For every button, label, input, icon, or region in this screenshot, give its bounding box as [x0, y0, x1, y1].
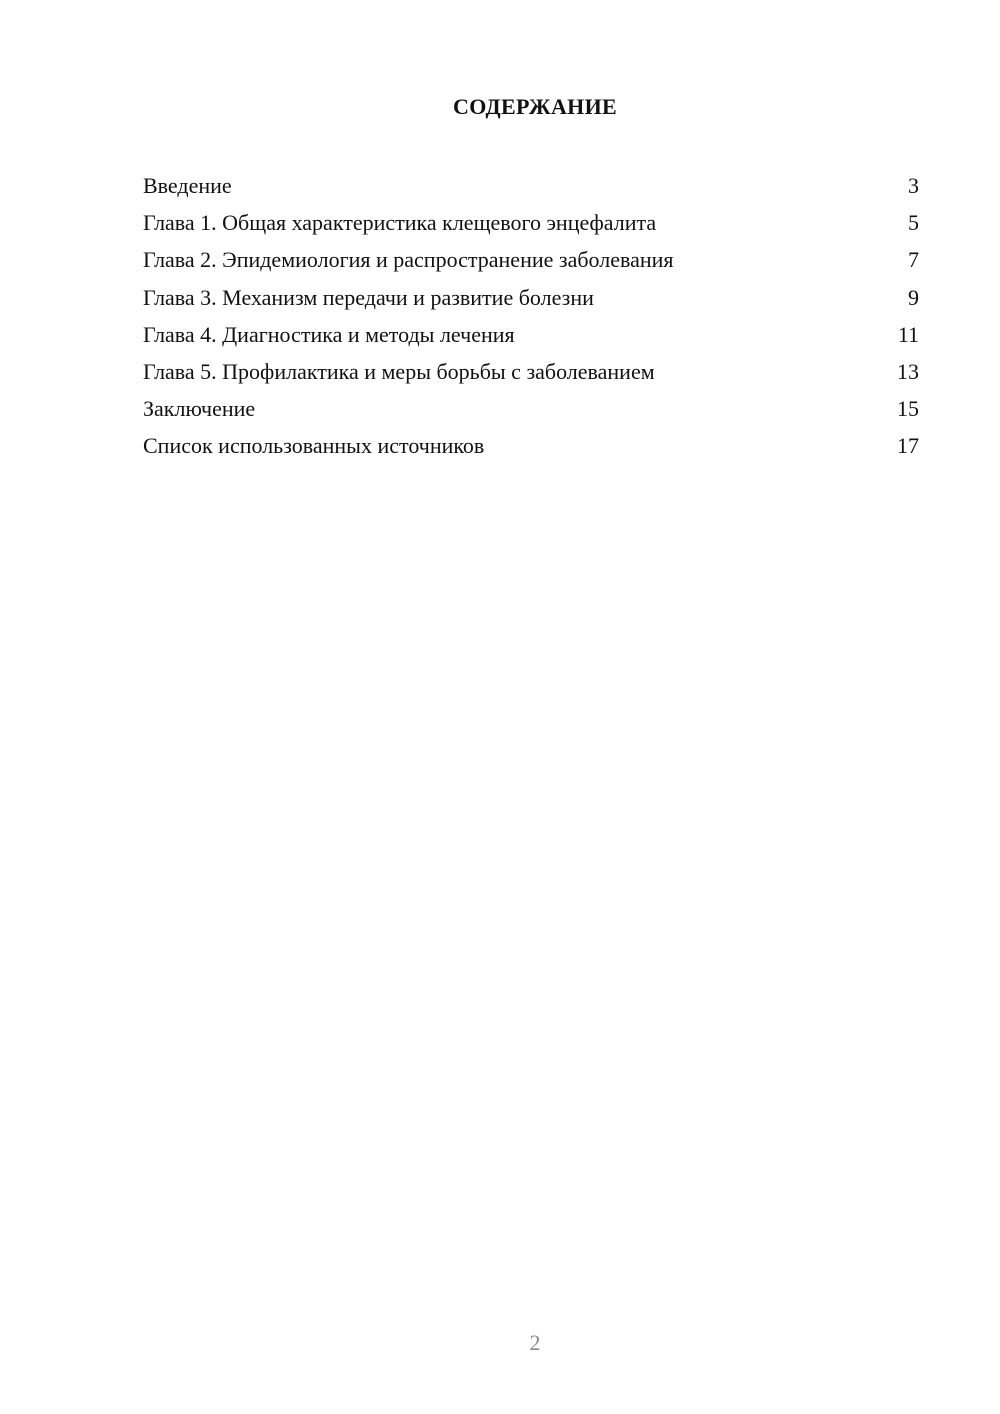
table-of-contents: [143, 167, 919, 465]
toc-entry-page: 15: [897, 396, 919, 422]
toc-entry: [143, 316, 919, 353]
page-number: 2: [529, 1330, 541, 1355]
toc-entry-page: 7: [908, 247, 919, 273]
toc-entry-label: Глава 3. Механизм передачи и развитие болезни: [143, 284, 594, 310]
toc-entry: [143, 167, 919, 204]
page-title: СОДЕРЖАНИЕ: [453, 94, 617, 119]
toc-entry-page: 9: [908, 284, 919, 310]
toc-entry-label: Глава 4. Диагностика и методы лечения: [143, 321, 515, 347]
toc-entry-label: Введение: [143, 173, 232, 198]
toc-entry: [143, 390, 919, 427]
toc-entry-label: Список использованных источников: [143, 433, 485, 459]
toc-entry-page: 13: [897, 358, 919, 384]
toc-entry-label: Глава 2. Эпидемиология и распространение заболевания: [143, 247, 674, 273]
toc-entry: [143, 241, 919, 278]
toc-entry: [143, 279, 919, 316]
toc-entry-label: Глава 1. Общая характеристика клещевого энцефалита: [143, 210, 657, 236]
toc-entry: [143, 204, 919, 241]
toc-entry-label: Глава 5. Профилактика и меры борьбы с заболеванием: [143, 358, 655, 384]
toc-entry-label: Заключение: [143, 396, 256, 422]
toc-entry: [143, 427, 919, 464]
toc-entry-page: 17: [897, 433, 919, 459]
toc-entry-page: 3: [908, 173, 919, 198]
toc-entry-page: 5: [908, 210, 919, 236]
toc-entry-page: 11: [897, 321, 919, 347]
toc-entry: [143, 353, 919, 390]
